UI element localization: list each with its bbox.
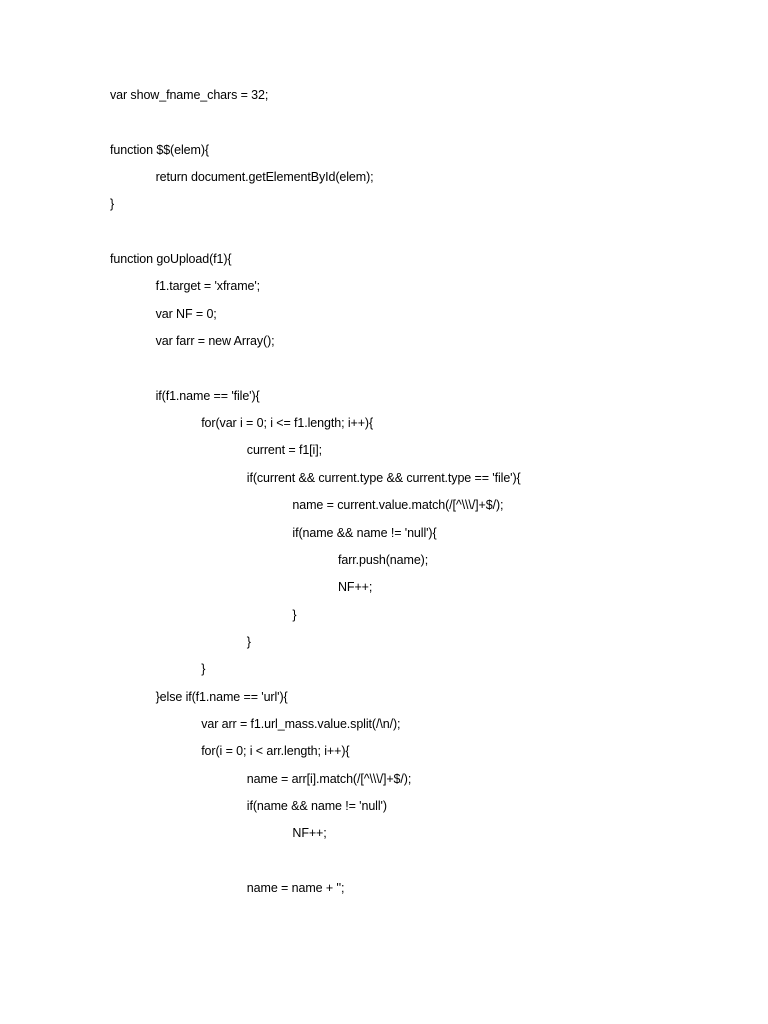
code-line: var show_fname_chars = 32; xyxy=(110,88,269,102)
code-line: if(f1.name == 'file'){ xyxy=(155,388,260,403)
code-line: name = name + ''; xyxy=(246,880,345,895)
code-line: } xyxy=(201,662,206,677)
code-line: } xyxy=(292,607,297,622)
code-line: current = f1[i]; xyxy=(246,443,322,458)
code-line: name = arr[i].match(/[^\\\/]+$/); xyxy=(246,771,412,786)
code-line: name = current.value.match(/[^\\\/]+$/); xyxy=(292,498,504,513)
code-line: } xyxy=(246,634,251,649)
code-line: if(name && name != 'null'){ xyxy=(292,525,437,540)
code-line: f1.target = 'xframe'; xyxy=(155,279,261,294)
blank-line xyxy=(110,111,750,138)
code-line: NF++; xyxy=(292,826,327,841)
code-line: farr.push(name); xyxy=(338,552,429,567)
code-line: function goUpload(f1){ xyxy=(110,252,232,267)
code-line: } xyxy=(110,197,115,212)
code-line: for(i = 0; i < arr.length; i++){ xyxy=(201,744,350,759)
blank-line xyxy=(110,221,750,248)
blank-line xyxy=(110,850,750,877)
code-line: var NF = 0; xyxy=(155,306,217,321)
code-line: for(var i = 0; i <= f1.length; i++){ xyxy=(201,416,374,431)
code-line: NF++; xyxy=(338,580,373,595)
code-line: return document.getElementById(elem); xyxy=(155,170,374,185)
code-line: if(current && current.type && current.type == 'file'){ xyxy=(246,470,521,485)
code-line: var arr = f1.url_mass.value.split(/\n/); xyxy=(201,716,401,731)
code-line: function $$(elem){ xyxy=(110,142,209,157)
code-body xyxy=(110,84,750,904)
code-line: }else if(f1.name == 'url'){ xyxy=(155,689,288,704)
code-line: var farr = new Array(); xyxy=(155,334,275,349)
code-line: if(name && name != 'null') xyxy=(246,798,387,813)
blank-line xyxy=(110,357,750,384)
